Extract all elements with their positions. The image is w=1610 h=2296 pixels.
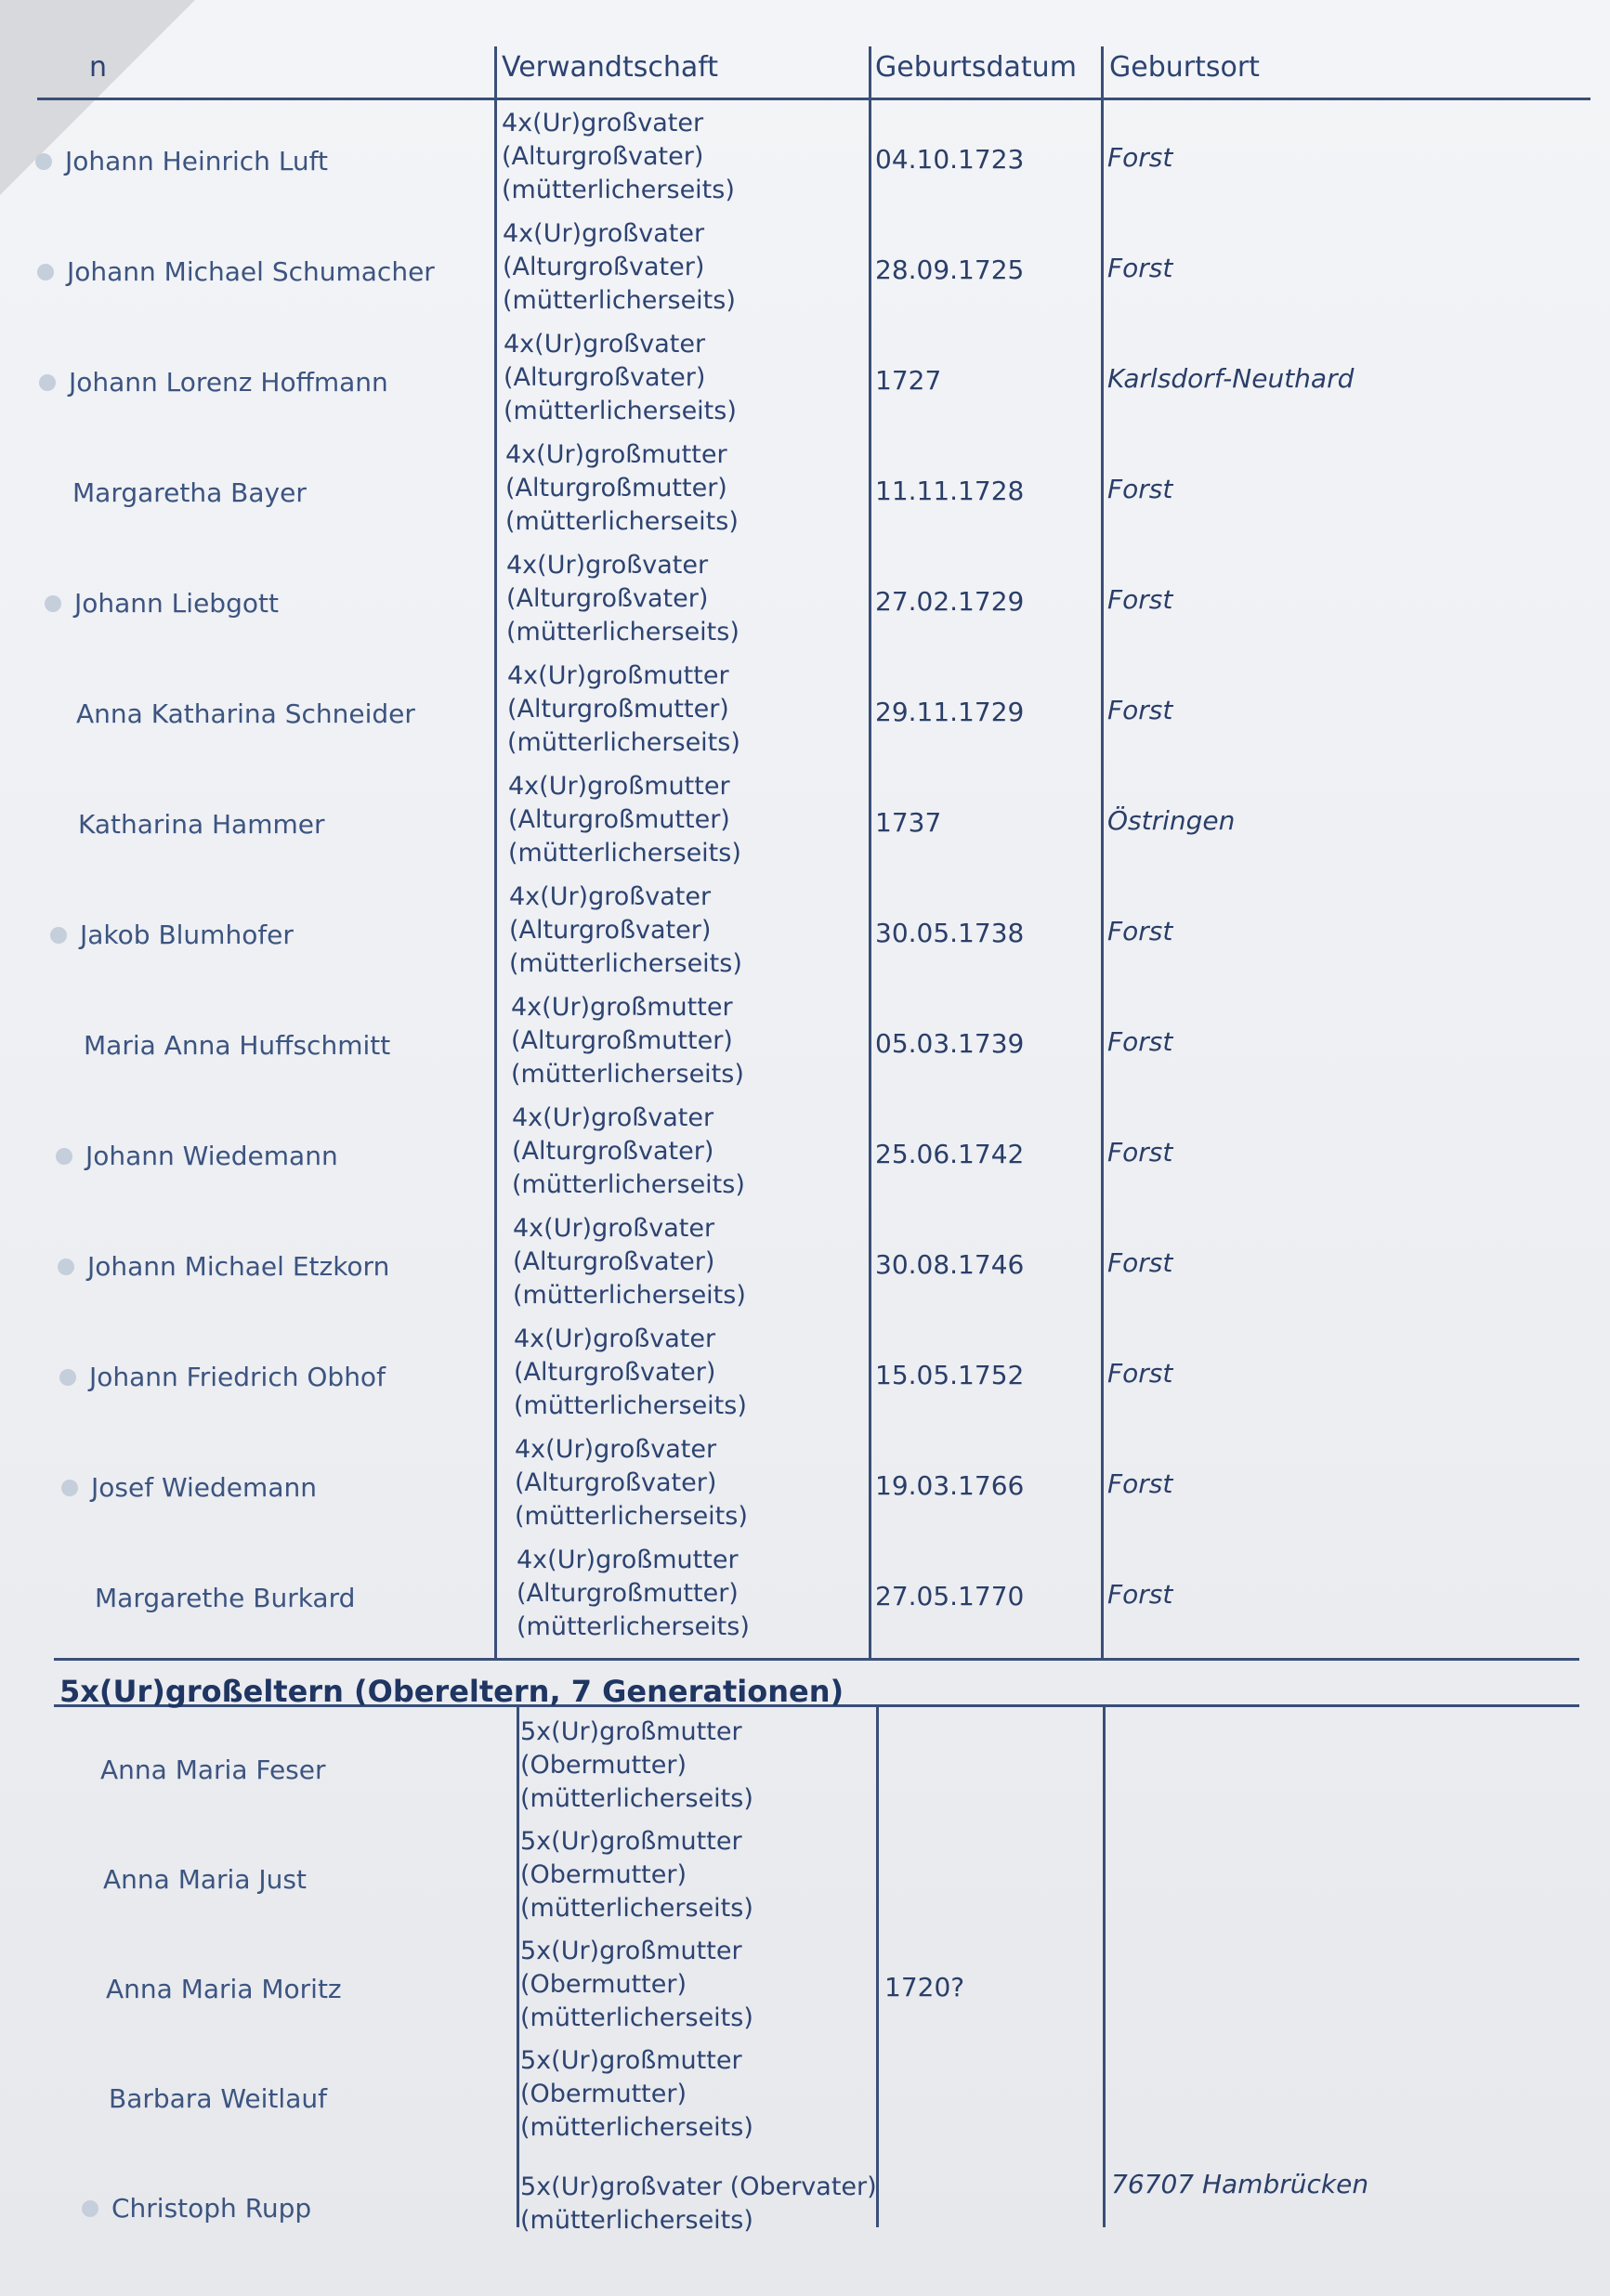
relation-cell bbox=[503, 217, 736, 318]
relation-line: (mütterlicherseits) bbox=[503, 286, 736, 315]
birth-date-cell: 27.05.1770 bbox=[875, 1581, 1025, 1611]
relation-line: (Alturgroßvater) bbox=[503, 253, 705, 281]
birth-date-cell: 11.11.1728 bbox=[875, 476, 1025, 506]
relation-line: (Alturgroßvater) bbox=[509, 916, 712, 945]
name-cell bbox=[58, 1251, 389, 1282]
bullet-icon bbox=[61, 1480, 78, 1496]
person-name: Margarethe Burkard bbox=[95, 1583, 356, 1613]
birth-place-cell: Forst bbox=[1107, 1468, 1173, 1499]
section-rule-top bbox=[54, 1658, 1579, 1661]
relation-line: 4x(Ur)großvater bbox=[506, 551, 709, 580]
relation-line: (mütterlicherseits) bbox=[517, 1612, 750, 1641]
relation-line: (mütterlicherseits) bbox=[520, 2206, 753, 2235]
relation-line: 5x(Ur)großmutter bbox=[520, 1717, 742, 1746]
relation-line: (Alturgroßvater) bbox=[515, 1468, 717, 1497]
relation-line: (Obermutter) bbox=[520, 1751, 687, 1780]
bullet-icon bbox=[82, 2200, 98, 2217]
relation-line: (Alturgroßvater) bbox=[514, 1358, 716, 1387]
birth-place-cell: Forst bbox=[1107, 916, 1173, 946]
relation-cell bbox=[520, 1825, 753, 1925]
person-name: Johann Friedrich Obhof bbox=[89, 1362, 386, 1392]
relation-line: (Obermutter) bbox=[520, 2080, 687, 2108]
relation-line: (Alturgroßvater) bbox=[512, 1137, 714, 1166]
birth-date-cell: 1720? bbox=[884, 1972, 965, 2002]
relation-line: (mütterlicherseits) bbox=[504, 397, 737, 425]
birth-date-cell: 29.11.1729 bbox=[875, 697, 1025, 727]
relation-line: 5x(Ur)großvater (Obervater) bbox=[520, 2172, 877, 2201]
birth-date-cell: 04.10.1723 bbox=[875, 144, 1025, 175]
relation-line: (mütterlicherseits) bbox=[515, 1502, 748, 1531]
person-name: Christoph Rupp bbox=[111, 2193, 312, 2224]
name-cell bbox=[54, 1030, 390, 1061]
relation-line: 4x(Ur)großvater bbox=[502, 109, 704, 137]
birth-date-cell: 19.03.1766 bbox=[875, 1470, 1025, 1501]
name-cell bbox=[59, 1362, 386, 1392]
bullet-icon bbox=[50, 927, 67, 944]
relation-line: 5x(Ur)großmutter bbox=[520, 1827, 742, 1856]
name-cell bbox=[61, 1472, 317, 1503]
relation-line: 5x(Ur)großmutter bbox=[520, 2046, 742, 2075]
table-row bbox=[0, 438, 1610, 548]
birth-place-cell: Forst bbox=[1107, 474, 1173, 504]
table-row bbox=[0, 1825, 1610, 1935]
relation-line: 4x(Ur)großvater bbox=[513, 1214, 715, 1243]
relation-line: 4x(Ur)großvater bbox=[504, 330, 706, 359]
table-row bbox=[0, 1715, 1610, 1825]
bullet-icon bbox=[73, 1872, 90, 1888]
relation-cell bbox=[513, 1212, 746, 1312]
table-row bbox=[0, 107, 1610, 216]
person-name: Jakob Blumhofer bbox=[80, 920, 294, 950]
relation-line: (Alturgroßvater) bbox=[504, 363, 706, 392]
relation-line: (mütterlicherseits) bbox=[507, 728, 740, 757]
bullet-icon bbox=[59, 1369, 76, 1386]
birth-place-cell: Forst bbox=[1107, 584, 1173, 615]
bullet-icon bbox=[39, 374, 56, 391]
person-name: Anna Maria Moritz bbox=[106, 1974, 342, 2004]
birth-date-cell: 25.06.1742 bbox=[875, 1139, 1025, 1169]
relation-line: (mütterlicherseits) bbox=[520, 2113, 753, 2142]
relation-cell bbox=[505, 438, 739, 539]
relation-cell bbox=[507, 659, 740, 760]
relation-line: (mütterlicherseits) bbox=[520, 2003, 753, 2032]
relation-cell bbox=[504, 328, 737, 428]
relation-line: 4x(Ur)großmutter bbox=[517, 1546, 739, 1574]
birth-place-cell: Forst bbox=[1107, 1137, 1173, 1168]
relation-line: 4x(Ur)großmutter bbox=[505, 440, 727, 469]
relation-line: 4x(Ur)großmutter bbox=[511, 993, 733, 1022]
relation-line: (mütterlicherseits) bbox=[505, 507, 739, 536]
name-cell bbox=[76, 1974, 342, 2004]
bullet-icon bbox=[79, 2091, 96, 2107]
relation-line: 5x(Ur)großmutter bbox=[520, 1937, 742, 1965]
table-row bbox=[0, 881, 1610, 990]
section-title: 5x(Ur)großeltern (Obereltern, 7 Generationen) bbox=[59, 1674, 844, 1709]
relation-line: 4x(Ur)großvater bbox=[512, 1103, 714, 1132]
name-cell bbox=[45, 588, 279, 619]
person-name: Barbara Weitlauf bbox=[109, 2083, 327, 2114]
relation-line: (Alturgroßmutter) bbox=[507, 695, 729, 724]
bullet-icon bbox=[37, 264, 54, 280]
name-cell bbox=[35, 146, 328, 176]
relation-line: (Alturgroßvater) bbox=[513, 1247, 715, 1276]
bullet-icon bbox=[56, 1148, 72, 1165]
name-cell bbox=[50, 920, 294, 950]
header-date: Geburtsdatum bbox=[875, 51, 1077, 84]
relation-line: (Alturgroßmutter) bbox=[505, 474, 727, 502]
table-row bbox=[0, 1102, 1610, 1211]
birth-place-cell: 76707 Hambrücken bbox=[1111, 2169, 1369, 2199]
birth-place-cell: Forst bbox=[1107, 253, 1173, 283]
person-name: Johann Lorenz Hoffmann bbox=[69, 367, 388, 398]
table-row bbox=[0, 1433, 1610, 1543]
person-name: Johann Wiedemann bbox=[85, 1141, 338, 1171]
person-name: Anna Maria Feser bbox=[100, 1755, 326, 1785]
birth-place-cell: Forst bbox=[1107, 1026, 1173, 1057]
table-row bbox=[0, 1935, 1610, 2044]
relation-cell bbox=[514, 1323, 747, 1423]
relation-line: 4x(Ur)großvater bbox=[509, 882, 712, 911]
person-name: Anna Maria Just bbox=[103, 1864, 307, 1895]
bullet-icon bbox=[54, 1037, 71, 1054]
relation-cell bbox=[509, 881, 742, 981]
relation-line: (mütterlicherseits) bbox=[520, 1894, 753, 1923]
birth-place-cell: Forst bbox=[1107, 1358, 1173, 1389]
relation-line: (Obermutter) bbox=[520, 1860, 687, 1889]
header-name: n bbox=[89, 51, 108, 84]
birth-place-cell: Östringen bbox=[1107, 805, 1236, 836]
bullet-icon bbox=[76, 1981, 93, 1998]
person-name: Johann Michael Schumacher bbox=[67, 256, 435, 287]
relation-line: (Alturgroßmutter) bbox=[517, 1579, 739, 1608]
relation-line: (Alturgroßmutter) bbox=[511, 1026, 733, 1055]
person-name: Maria Anna Huffschmitt bbox=[84, 1030, 391, 1061]
relation-line: 4x(Ur)großvater bbox=[514, 1324, 716, 1353]
person-name: Katharina Hammer bbox=[78, 809, 325, 840]
name-cell bbox=[71, 1755, 326, 1785]
relation-line: (mütterlicherseits) bbox=[511, 1060, 744, 1089]
relation-line: (Alturgroßmutter) bbox=[508, 805, 730, 834]
relation-cell bbox=[520, 1715, 753, 1816]
header-relation: Verwandtschaft bbox=[502, 51, 719, 84]
person-name: Anna Katharina Schneider bbox=[76, 698, 415, 729]
name-cell bbox=[43, 477, 307, 508]
birth-place-cell: Karlsdorf-Neuthard bbox=[1107, 363, 1355, 394]
bullet-icon bbox=[58, 1259, 74, 1275]
table-row bbox=[0, 217, 1610, 327]
name-cell bbox=[37, 256, 435, 287]
name-cell bbox=[65, 1583, 355, 1613]
birth-date-cell: 27.02.1729 bbox=[875, 586, 1025, 617]
name-cell bbox=[73, 1864, 307, 1895]
bullet-icon bbox=[35, 153, 52, 170]
person-name: Johann Heinrich Luft bbox=[65, 146, 329, 176]
relation-line: (mütterlicherseits) bbox=[520, 1784, 753, 1813]
name-cell bbox=[79, 2083, 327, 2114]
bullet-icon bbox=[48, 816, 65, 833]
relation-cell bbox=[512, 1102, 745, 1202]
relation-cell bbox=[506, 549, 740, 649]
bullet-icon bbox=[71, 1762, 87, 1779]
birth-place-cell: Forst bbox=[1107, 142, 1173, 173]
header-rule bbox=[37, 98, 1590, 100]
birth-date-cell: 1737 bbox=[875, 807, 942, 838]
birth-place-cell: Forst bbox=[1107, 695, 1173, 725]
table-row bbox=[0, 549, 1610, 659]
relation-line: 4x(Ur)großvater bbox=[515, 1435, 717, 1464]
relation-line: (mütterlicherseits) bbox=[509, 949, 742, 978]
relation-line: 4x(Ur)großmutter bbox=[507, 661, 729, 690]
name-cell bbox=[56, 1141, 338, 1171]
birth-place-cell: Forst bbox=[1107, 1247, 1173, 1278]
table-row bbox=[0, 328, 1610, 437]
birth-date-cell: 1727 bbox=[875, 365, 942, 396]
birth-date-cell: 30.05.1738 bbox=[875, 918, 1025, 948]
name-cell bbox=[46, 698, 415, 729]
birth-place-cell: Forst bbox=[1107, 1579, 1173, 1610]
table-row bbox=[0, 1212, 1610, 1322]
name-cell bbox=[48, 809, 325, 840]
relation-cell bbox=[502, 107, 735, 207]
relation-line: (mütterlicherseits) bbox=[506, 618, 740, 646]
person-name: Margaretha Bayer bbox=[72, 477, 307, 508]
bullet-icon bbox=[65, 1590, 82, 1607]
bullet-icon bbox=[46, 706, 63, 723]
relation-cell bbox=[515, 1433, 748, 1533]
table-row bbox=[0, 1544, 1610, 1653]
relation-cell bbox=[508, 770, 741, 870]
person-name: Josef Wiedemann bbox=[91, 1472, 317, 1503]
person-name: Johann Liebgott bbox=[74, 588, 279, 619]
relation-cell bbox=[520, 2044, 753, 2145]
relation-line: (Alturgroßvater) bbox=[506, 584, 709, 613]
name-cell bbox=[82, 2193, 311, 2224]
table-row bbox=[0, 770, 1610, 880]
birth-date-cell: 15.05.1752 bbox=[875, 1360, 1025, 1390]
relation-cell bbox=[511, 991, 744, 1091]
relation-line: (Obermutter) bbox=[520, 1970, 687, 1999]
person-name: Johann Michael Etzkorn bbox=[87, 1251, 390, 1282]
relation-line: (mütterlicherseits) bbox=[513, 1281, 746, 1310]
header-place: Geburtsort bbox=[1109, 51, 1260, 84]
bullet-icon bbox=[45, 595, 61, 612]
table-row bbox=[0, 1323, 1610, 1432]
relation-line: (mütterlicherseits) bbox=[512, 1170, 745, 1199]
relation-line: 4x(Ur)großvater bbox=[503, 219, 705, 248]
table-row bbox=[0, 659, 1610, 769]
birth-date-cell: 28.09.1725 bbox=[875, 254, 1025, 285]
birth-date-cell: 05.03.1739 bbox=[875, 1028, 1025, 1059]
bullet-icon bbox=[43, 485, 59, 502]
table-row bbox=[0, 2154, 1610, 2263]
relation-line: (mütterlicherseits) bbox=[514, 1391, 747, 1420]
table-row bbox=[0, 991, 1610, 1101]
relation-line: (Alturgroßvater) bbox=[502, 142, 704, 171]
relation-line: 4x(Ur)großmutter bbox=[508, 772, 730, 801]
relation-line: (mütterlicherseits) bbox=[508, 839, 741, 868]
relation-cell bbox=[520, 2171, 877, 2237]
relation-cell bbox=[520, 1935, 753, 2035]
table-row bbox=[0, 2044, 1610, 2154]
birth-date-cell: 30.08.1746 bbox=[875, 1249, 1025, 1280]
relation-cell bbox=[517, 1544, 750, 1644]
relation-line: (mütterlicherseits) bbox=[502, 176, 735, 204]
name-cell bbox=[39, 367, 388, 398]
